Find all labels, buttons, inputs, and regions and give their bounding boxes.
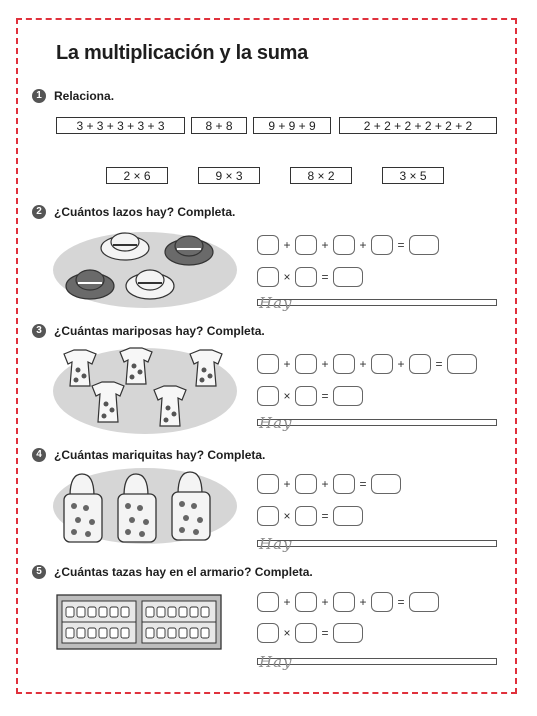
answer-box[interactable] bbox=[295, 506, 317, 526]
product-card[interactable]: 9 × 3 bbox=[198, 167, 260, 184]
section-number: 1 bbox=[32, 89, 46, 103]
answer-box[interactable] bbox=[371, 592, 393, 612]
product-card[interactable]: 2 × 6 bbox=[106, 167, 168, 184]
section-3-heading bbox=[32, 324, 265, 338]
answer-box[interactable] bbox=[257, 354, 279, 374]
writing-line[interactable] bbox=[257, 299, 497, 306]
bags-illustration bbox=[52, 466, 238, 546]
multiplication-row: × = bbox=[257, 504, 363, 528]
answer-box[interactable] bbox=[295, 354, 317, 374]
answer-box[interactable] bbox=[295, 386, 317, 406]
section-5-heading bbox=[32, 565, 313, 579]
answer-box[interactable] bbox=[295, 235, 317, 255]
sum-card[interactable]: 9 + 9 + 9 bbox=[253, 117, 331, 134]
answer-box[interactable] bbox=[257, 506, 279, 526]
answer-box[interactable] bbox=[295, 592, 317, 612]
multiplication-row: × = bbox=[257, 265, 363, 289]
answer-box[interactable] bbox=[257, 386, 279, 406]
answer-box[interactable] bbox=[333, 386, 363, 406]
answer-box[interactable] bbox=[371, 354, 393, 374]
section-number: 2 bbox=[32, 205, 46, 219]
addition-row: + + + + = bbox=[257, 352, 477, 376]
addition-row: + + + = bbox=[257, 590, 439, 614]
product-card[interactable]: 8 × 2 bbox=[290, 167, 352, 184]
answer-box[interactable] bbox=[333, 506, 363, 526]
hay-trace-word: Hay bbox=[259, 535, 293, 553]
dresses-illustration bbox=[52, 346, 238, 436]
answer-box[interactable] bbox=[257, 623, 279, 643]
section-4-heading bbox=[32, 448, 265, 462]
addition-row: + + + = bbox=[257, 233, 439, 257]
answer-box[interactable] bbox=[333, 354, 355, 374]
section-prompt: ¿Cuántos lazos hay? Completa. bbox=[54, 205, 236, 219]
section-prompt: ¿Cuántas mariposas hay? Completa. bbox=[54, 324, 265, 338]
section-prompt: ¿Cuántas tazas hay en el armario? Completa. bbox=[54, 565, 313, 579]
answer-box[interactable] bbox=[257, 474, 279, 494]
sum-card[interactable]: 8 + 8 bbox=[191, 117, 247, 134]
multiplication-row: × = bbox=[257, 384, 363, 408]
answer-box[interactable] bbox=[333, 235, 355, 255]
answer-box[interactable] bbox=[333, 623, 363, 643]
writing-line[interactable] bbox=[257, 419, 497, 426]
section-prompt: ¿Cuántas mariquitas hay? Completa. bbox=[54, 448, 266, 462]
addition-row: + + = bbox=[257, 472, 401, 496]
section-number: 4 bbox=[32, 448, 46, 462]
writing-line[interactable] bbox=[257, 540, 497, 547]
answer-box[interactable] bbox=[257, 592, 279, 612]
answer-box[interactable] bbox=[333, 474, 355, 494]
answer-box[interactable] bbox=[333, 592, 355, 612]
answer-box[interactable] bbox=[295, 623, 317, 643]
answer-box[interactable] bbox=[409, 354, 431, 374]
sum-card[interactable]: 3 + 3 + 3 + 3 + 3 bbox=[56, 117, 185, 134]
section-number: 5 bbox=[32, 565, 46, 579]
writing-line[interactable] bbox=[257, 658, 497, 665]
answer-box[interactable] bbox=[295, 474, 317, 494]
page-title: La multiplicación y la suma bbox=[56, 42, 308, 64]
answer-box[interactable] bbox=[447, 354, 477, 374]
hay-trace-word: Hay bbox=[259, 294, 293, 312]
answer-box[interactable] bbox=[295, 267, 317, 287]
answer-box[interactable] bbox=[409, 592, 439, 612]
answer-box[interactable] bbox=[371, 474, 401, 494]
answer-box[interactable] bbox=[333, 267, 363, 287]
answer-box[interactable] bbox=[409, 235, 439, 255]
answer-box[interactable] bbox=[257, 235, 279, 255]
sum-card[interactable]: 2 + 2 + 2 + 2 + 2 + 2 bbox=[339, 117, 497, 134]
answer-box[interactable] bbox=[371, 235, 393, 255]
product-card[interactable]: 3 × 5 bbox=[382, 167, 444, 184]
section-2-heading bbox=[32, 205, 235, 219]
section-1-heading bbox=[32, 89, 114, 103]
hats-illustration bbox=[52, 230, 238, 310]
answer-box[interactable] bbox=[257, 267, 279, 287]
multiplication-row: × = bbox=[257, 621, 363, 645]
section-prompt: Relaciona. bbox=[54, 89, 115, 103]
section-number: 3 bbox=[32, 324, 46, 338]
hay-trace-word: Hay bbox=[259, 414, 293, 432]
cupboard-illustration bbox=[56, 594, 224, 652]
hay-trace-word: Hay bbox=[259, 653, 293, 671]
